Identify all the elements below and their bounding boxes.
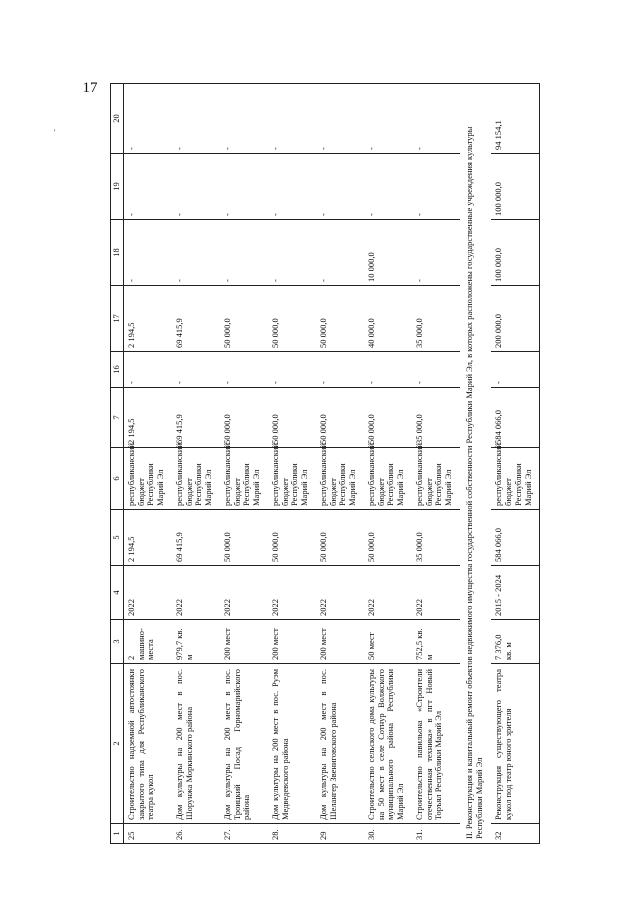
amount-col-18: - — [316, 220, 364, 286]
estimated-cost: 50 000,0 — [316, 510, 364, 566]
amount-col-18: 10 000,0 — [364, 220, 412, 286]
amount-col-20: - — [316, 84, 364, 154]
row-number: 32 — [491, 824, 540, 844]
year: 2022 — [123, 566, 172, 620]
col-header: 2 — [111, 664, 124, 824]
amount-col-17: 50 000,0 — [316, 286, 364, 352]
total-amount: 69 415,9 — [172, 388, 220, 448]
year: 2022 — [268, 566, 316, 620]
amount-col-20: - — [172, 84, 220, 154]
estimated-cost: 50 000,0 — [220, 510, 268, 566]
table-row — [268, 84, 316, 844]
year: 2022 — [316, 566, 364, 620]
amount-col-17: 2 194,5 — [123, 286, 172, 352]
row-number: 29 — [316, 824, 364, 844]
year: 2015 - 2024 — [491, 566, 540, 620]
amount-col-17: 200 000,0 — [491, 286, 540, 352]
table-row — [316, 84, 364, 844]
amount-col-16: - — [491, 352, 540, 388]
funding-source: республиканский бюджет Республики Марий Эл — [491, 448, 540, 510]
table-row — [172, 84, 220, 844]
amount-col-20: - — [123, 84, 172, 154]
amount-col-19: - — [268, 154, 316, 220]
amount-col-20: 94 154,1 — [491, 84, 540, 154]
amount-col-19: - — [123, 154, 172, 220]
amount-col-17: 69 415,9 — [172, 286, 220, 352]
estimated-cost: 2 194,5 — [123, 510, 172, 566]
row-number: 28. — [268, 824, 316, 844]
amount-col-17: 50 000,0 — [220, 286, 268, 352]
amount-col-18: - — [172, 220, 220, 286]
rotated-table-wrapper — [110, 84, 640, 844]
funding-source: республиканский бюджет Республики Марий Эл — [172, 448, 220, 510]
amount-col-19: - — [412, 154, 460, 220]
col-header: 6 — [111, 448, 124, 510]
amount-col-16: - — [172, 352, 220, 388]
table-row — [220, 84, 268, 844]
object-name: Строительство надземной автостоянки закрытого типа для Республиканского театра кукол — [123, 664, 172, 824]
year: 2022 — [412, 566, 460, 620]
capacity: 200 мест — [316, 620, 364, 664]
col-header: 7 — [111, 388, 124, 448]
total-amount: 35 000,0 — [412, 388, 460, 448]
col-header: 5 — [111, 510, 124, 566]
page-number: 17 — [82, 80, 98, 96]
amount-col-17: 40 000,0 — [364, 286, 412, 352]
capacity: 7 376,0 кв. м — [491, 620, 540, 664]
object-name: Реконструкция существующего театра кукол под театр юного зрителя — [491, 664, 540, 824]
col-header: 18 — [111, 220, 124, 286]
year: 2022 — [364, 566, 412, 620]
row-number: 27. — [220, 824, 268, 844]
col-header: 4 — [111, 566, 124, 620]
col-header: 1 — [111, 824, 124, 844]
total-amount: 50 000,0 — [364, 388, 412, 448]
col-header: 16 — [111, 352, 124, 388]
year: 2022 — [172, 566, 220, 620]
table-row — [364, 84, 412, 844]
total-amount: 50 000,0 — [268, 388, 316, 448]
col-header: 3 — [111, 620, 124, 664]
row-number: 26. — [172, 824, 220, 844]
amount-col-17: 35 000,0 — [412, 286, 460, 352]
amount-col-18: - — [412, 220, 460, 286]
funding-source: республиканский бюджет Республики Марий Эл — [412, 448, 460, 510]
capacity: 752,5 кв. м — [412, 620, 460, 664]
amount-col-20: - — [220, 84, 268, 154]
funding-source: республиканский бюджет Республики Марий Эл — [123, 448, 172, 510]
estimated-cost: 50 000,0 — [364, 510, 412, 566]
amount-col-18: 100 000,0 — [491, 220, 540, 286]
table-row — [412, 84, 460, 844]
amount-col-16: - — [268, 352, 316, 388]
investment-table — [110, 83, 540, 844]
object-name: Дом культуры на 200 мест в пос. Шорунжа Моркинского района — [172, 664, 220, 824]
row-number: 30. — [364, 824, 412, 844]
object-name: Строительство павильона «Строители отечественная техника» в пгт Новый Торъял Республики Марий Эл — [412, 664, 460, 824]
amount-col-16: - — [412, 352, 460, 388]
amount-col-18: - — [123, 220, 172, 286]
amount-col-19: - — [364, 154, 412, 220]
funding-source: республиканский бюджет Республики Марий Эл — [364, 448, 412, 510]
object-name: Дом культуры на 200 мест в пос. Шелангер Звениговского района — [316, 664, 364, 824]
amount-col-19: 100 000,0 — [491, 154, 540, 220]
capacity: 2 машино-места — [123, 620, 172, 664]
estimated-cost: 35 000,0 — [412, 510, 460, 566]
section-heading: II. Реконструкция и капитальный ремонт объектов недвижимого имущества государственной собственности Республики Марий Эл, в которых расположены государственные учреждения культуры Республики Марий Эл — [460, 84, 492, 844]
stray-mark: ' — [54, 128, 56, 137]
row-number: 25 — [123, 824, 172, 844]
col-header: 19 — [111, 154, 124, 220]
table-row — [123, 84, 172, 844]
amount-col-20: - — [268, 84, 316, 154]
amount-col-19: - — [172, 154, 220, 220]
amount-col-16: - — [364, 352, 412, 388]
funding-source: республиканский бюджет Республики Марий Эл — [268, 448, 316, 510]
total-amount: 50 000,0 — [220, 388, 268, 448]
amount-col-17: 50 000,0 — [268, 286, 316, 352]
object-name: Дом культуры на 200 мест в пос. Троицкий Посад Горномарийского района — [220, 664, 268, 824]
amount-col-19: - — [220, 154, 268, 220]
funding-source: республиканский бюджет Республики Марий Эл — [220, 448, 268, 510]
amount-col-18: - — [268, 220, 316, 286]
capacity: 979,7 кв. м — [172, 620, 220, 664]
capacity: 50 мест — [364, 620, 412, 664]
amount-col-19: - — [316, 154, 364, 220]
object-name: Строительство сельского дома культуры на 50 мест в селе Сотнур Волжского муниципального района Республики Марий Эл — [364, 664, 412, 824]
amount-col-16: - — [123, 352, 172, 388]
header-row — [111, 84, 124, 844]
total-amount: 584 066,0 — [491, 388, 540, 448]
amount-col-18: - — [220, 220, 268, 286]
amount-col-20: - — [364, 84, 412, 154]
object-name: Дом культуры на 200 мест в пос. Руэм Медведевского района — [268, 664, 316, 824]
estimated-cost: 50 000,0 — [268, 510, 316, 566]
capacity: 200 мест — [268, 620, 316, 664]
funding-source: республиканский бюджет Республики Марий Эл — [316, 448, 364, 510]
estimated-cost: 69 415,9 — [172, 510, 220, 566]
amount-col-20: - — [412, 84, 460, 154]
total-amount: 50 000,0 — [316, 388, 364, 448]
row-number: 31. — [412, 824, 460, 844]
table-row — [491, 84, 540, 844]
total-amount: 2 194,5 — [123, 388, 172, 448]
amount-col-16: - — [220, 352, 268, 388]
amount-col-16: - — [316, 352, 364, 388]
capacity: 200 мест — [220, 620, 268, 664]
col-header: 20 — [111, 84, 124, 154]
year: 2022 — [220, 566, 268, 620]
col-header: 17 — [111, 286, 124, 352]
estimated-cost: 584 066,0 — [491, 510, 540, 566]
